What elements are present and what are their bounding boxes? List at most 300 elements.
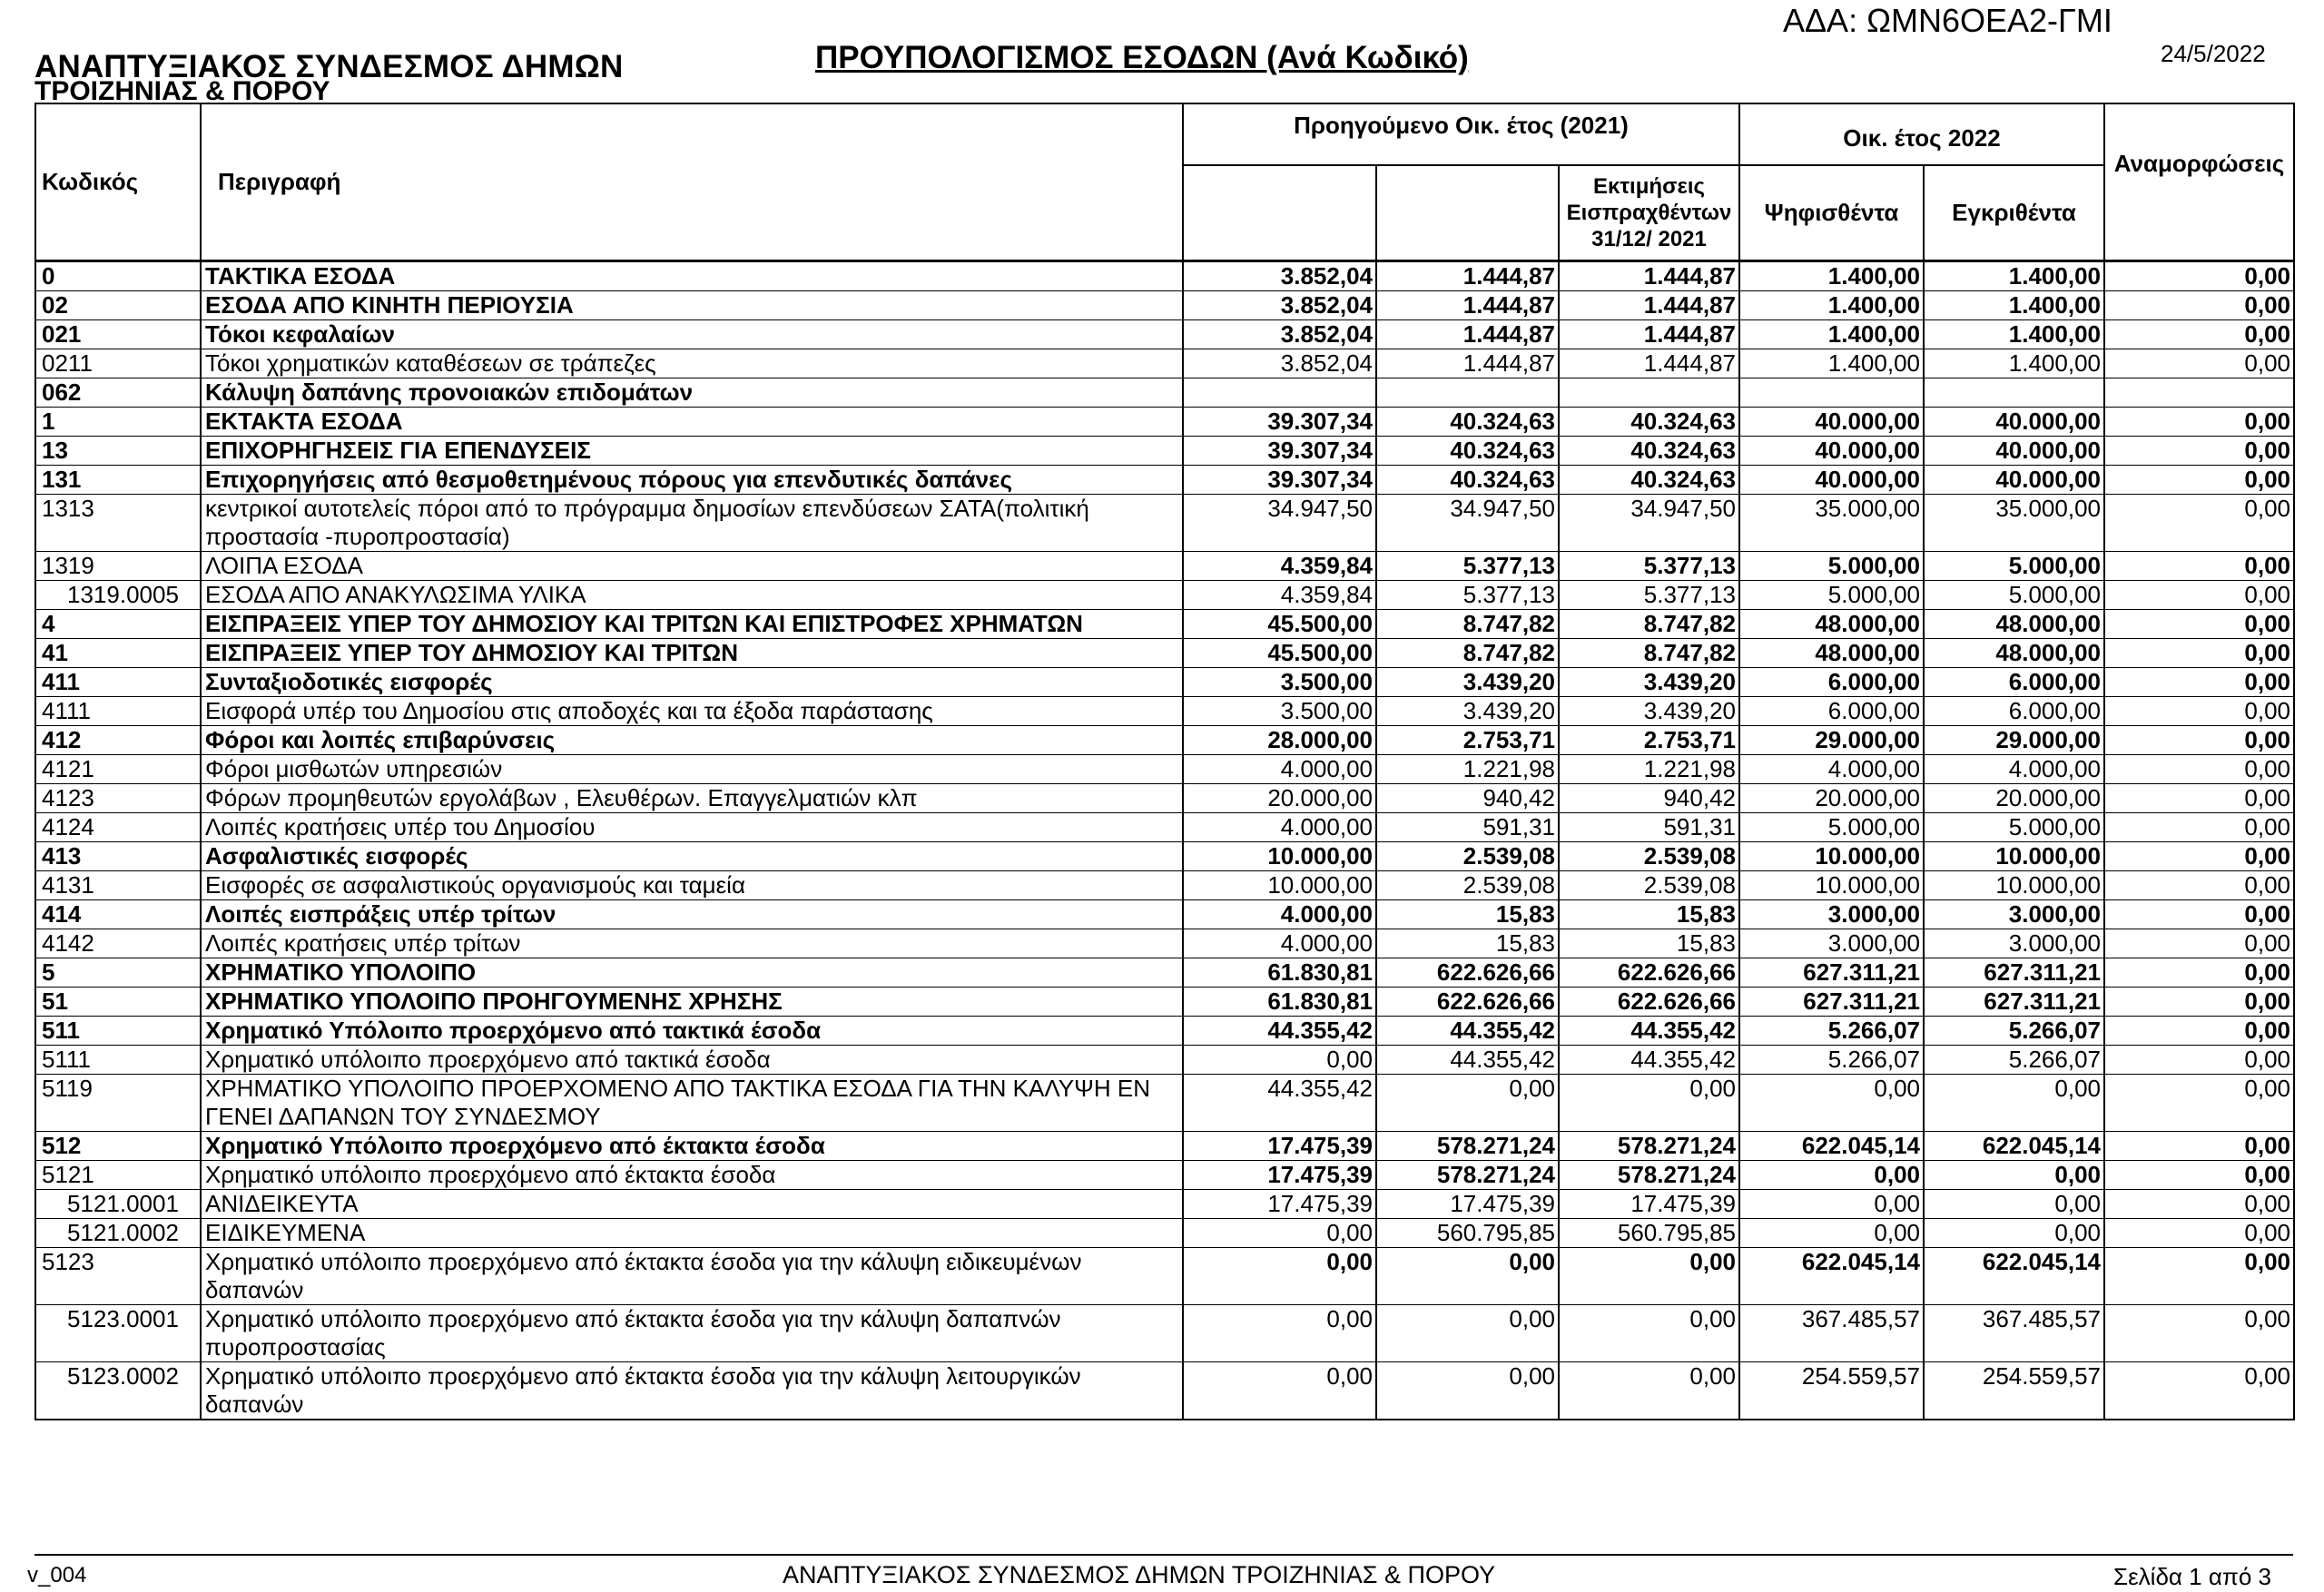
row-estimates: 40.324,63 (1559, 465, 1739, 494)
row-prev-year-2: 1.444,87 (1376, 290, 1559, 319)
row-code: 512 (35, 1131, 201, 1160)
row-revisions: 0,00 (2104, 783, 2294, 812)
row-estimates: 1.444,87 (1559, 319, 1739, 349)
column-header-prev-year: Προηγούμενο Οικ. έτος (2021) (1183, 103, 1739, 165)
row-description: Λοιπές κρατήσεις υπέρ του Δημοσίου (201, 812, 1183, 841)
table-row (35, 638, 2294, 667)
row-prev-year-2: 8.747,82 (1376, 609, 1559, 638)
row-estimates: 40.324,63 (1559, 436, 1739, 465)
row-description: ΤΑΚΤΙΚΑ ΕΣΟΔΑ (201, 260, 1183, 290)
row-code: 13 (35, 436, 201, 465)
row-prev-year-2: 15,83 (1376, 929, 1559, 958)
row-voted: 627.311,21 (1739, 958, 1924, 987)
row-prev-year-1: 3.500,00 (1183, 667, 1376, 696)
row-estimates: 1.444,87 (1559, 260, 1739, 290)
row-revisions: 0,00 (2104, 1361, 2294, 1420)
row-voted: 622.045,14 (1739, 1247, 1924, 1304)
table-row (35, 260, 2294, 290)
table-row (35, 841, 2294, 870)
row-voted: 254.559,57 (1739, 1361, 1924, 1420)
row-prev-year-2: 0,00 (1376, 1361, 1559, 1420)
row-revisions: 0,00 (2104, 1074, 2294, 1131)
row-approved: 48.000,00 (1924, 609, 2104, 638)
row-prev-year-2: 560.795,85 (1376, 1218, 1559, 1247)
row-prev-year-2: 17.475,39 (1376, 1189, 1559, 1218)
table-row (35, 436, 2294, 465)
table-row (35, 378, 2294, 407)
row-voted: 627.311,21 (1739, 987, 1924, 1016)
row-revisions: 0,00 (2104, 1304, 2294, 1361)
row-description: Λοιπές εισπράξεις υπέρ τρίτων (201, 899, 1183, 929)
row-voted: 48.000,00 (1739, 609, 1924, 638)
table-row (35, 987, 2294, 1016)
row-approved: 627.311,21 (1924, 958, 2104, 987)
row-prev-year-1: 4.359,84 (1183, 580, 1376, 609)
row-approved: 20.000,00 (1924, 783, 2104, 812)
row-estimates: 15,83 (1559, 929, 1739, 958)
row-approved: 3.000,00 (1924, 929, 2104, 958)
row-revisions: 0,00 (2104, 580, 2294, 609)
row-approved: 6.000,00 (1924, 667, 2104, 696)
row-estimates: 0,00 (1559, 1304, 1739, 1361)
row-code: 5121.0001 (35, 1189, 201, 1218)
column-header-voted: Ψηφισθέντα (1739, 165, 1924, 260)
row-revisions: 0,00 (2104, 551, 2294, 580)
row-revisions: 0,00 (2104, 958, 2294, 987)
row-prev-year-1: 28.000,00 (1183, 725, 1376, 754)
row-estimates: 8.747,82 (1559, 609, 1739, 638)
row-code: 021 (35, 319, 201, 349)
row-description: Χρηματικό υπόλοιπο προερχόμενο από έκτακτα έσοδα για την κάλυψη λειτουργικών δαπανών (201, 1361, 1183, 1420)
row-description: Χρηματικό Υπόλοιπο προερχόμενο από έκτακτα έσοδα (201, 1131, 1183, 1160)
table-row (35, 319, 2294, 349)
row-description: Επιχορηγήσεις από θεσμοθετημένους πόρους για επενδυτικές δαπάνες (201, 465, 1183, 494)
row-description: ΛΟΙΠΑ ΕΣΟΔΑ (201, 551, 1183, 580)
row-revisions: 0,00 (2104, 725, 2294, 754)
row-voted: 367.485,57 (1739, 1304, 1924, 1361)
column-header-prev-blank-1 (1183, 165, 1376, 260)
row-description: Τόκοι κεφαλαίων (201, 319, 1183, 349)
row-approved: 1.400,00 (1924, 260, 2104, 290)
revenue-budget-table (34, 103, 2295, 1420)
row-estimates: 622.626,66 (1559, 987, 1739, 1016)
column-header-estimates: Εκτιμήσεις Εισπραχθέντων 31/12/ 2021 (1559, 165, 1739, 260)
row-prev-year-1: 20.000,00 (1183, 783, 1376, 812)
table-row (35, 1131, 2294, 1160)
row-voted: 1.400,00 (1739, 290, 1924, 319)
row-description: ΧΡΗΜΑΤΙΚΟ ΥΠΟΛΟΙΠΟ ΠΡΟΗΓΟΥΜΕΝΗΣ ΧΡΗΣΗΣ (201, 987, 1183, 1016)
row-prev-year-1: 4.000,00 (1183, 812, 1376, 841)
row-prev-year-1: 39.307,34 (1183, 465, 1376, 494)
row-description: ΕΙΔΙΚΕΥΜΕΝΑ (201, 1218, 1183, 1247)
row-code: 411 (35, 667, 201, 696)
row-description: Φόροι μισθωτών υπηρεσιών (201, 754, 1183, 783)
table-row (35, 929, 2294, 958)
row-prev-year-2: 622.626,66 (1376, 958, 1559, 987)
row-approved: 35.000,00 (1924, 494, 2104, 551)
row-revisions: 0,00 (2104, 812, 2294, 841)
row-approved: 622.045,14 (1924, 1131, 2104, 1160)
row-revisions: 0,00 (2104, 1189, 2294, 1218)
row-approved: 5.266,07 (1924, 1045, 2104, 1074)
column-header-prev-blank-2 (1376, 165, 1559, 260)
row-approved: 4.000,00 (1924, 754, 2104, 783)
row-prev-year-1: 34.947,50 (1183, 494, 1376, 551)
row-code: 4111 (35, 696, 201, 725)
row-code: 5121 (35, 1160, 201, 1189)
row-voted: 5.000,00 (1739, 580, 1924, 609)
row-prev-year-2 (1376, 378, 1559, 407)
row-estimates: 0,00 (1559, 1247, 1739, 1304)
row-revisions: 0,00 (2104, 870, 2294, 899)
row-prev-year-2: 591,31 (1376, 812, 1559, 841)
row-code: 412 (35, 725, 201, 754)
row-approved: 1.400,00 (1924, 319, 2104, 349)
row-revisions: 0,00 (2104, 609, 2294, 638)
row-voted: 40.000,00 (1739, 436, 1924, 465)
row-revisions: 0,00 (2104, 1045, 2294, 1074)
row-prev-year-2: 44.355,42 (1376, 1016, 1559, 1045)
row-prev-year-1: 39.307,34 (1183, 436, 1376, 465)
row-revisions: 0,00 (2104, 1247, 2294, 1304)
row-estimates: 622.626,66 (1559, 958, 1739, 987)
row-prev-year-2: 40.324,63 (1376, 407, 1559, 436)
row-revisions: 0,00 (2104, 667, 2294, 696)
row-voted: 10.000,00 (1739, 841, 1924, 870)
row-code: 5123.0002 (35, 1361, 201, 1420)
table-row (35, 1247, 2294, 1304)
row-prev-year-1: 61.830,81 (1183, 987, 1376, 1016)
table-row (35, 1160, 2294, 1189)
column-header-revisions: Αναμορφώσεις (2104, 103, 2294, 260)
row-prev-year-1: 0,00 (1183, 1045, 1376, 1074)
row-prev-year-2: 40.324,63 (1376, 436, 1559, 465)
row-prev-year-2: 1.221,98 (1376, 754, 1559, 783)
row-code: 5123.0001 (35, 1304, 201, 1361)
row-approved: 6.000,00 (1924, 696, 2104, 725)
row-description: ΧΡΗΜΑΤΙΚΟ ΥΠΟΛΟΙΠΟ ΠΡΟΕΡΧΟΜΕΝΟ ΑΠΟ ΤΑΚΤΙΚΑ ΕΣΟΔΑ ΓΙΑ ΤΗΝ ΚΑΛΥΨΗ ΕΝ ΓΕΝΕΙ ΔΑΠΑΝΩΝ ΤΟΥ ΣΥΝΔΕΣΜΟΥ (201, 1074, 1183, 1131)
row-revisions: 0,00 (2104, 407, 2294, 436)
row-voted: 1.400,00 (1739, 349, 1924, 378)
row-prev-year-1: 0,00 (1183, 1361, 1376, 1420)
row-prev-year-1: 45.500,00 (1183, 609, 1376, 638)
row-description: Χρηματικό υπόλοιπο προερχόμενο από έκτακτα έσοδα για την κάλυψη δαπαπνών πυροπροστασίας (201, 1304, 1183, 1361)
row-prev-year-1: 4.359,84 (1183, 551, 1376, 580)
row-code: 4124 (35, 812, 201, 841)
row-approved: 5.000,00 (1924, 580, 2104, 609)
row-prev-year-2: 0,00 (1376, 1247, 1559, 1304)
row-estimates: 560.795,85 (1559, 1218, 1739, 1247)
row-estimates: 17.475,39 (1559, 1189, 1739, 1218)
row-voted: 10.000,00 (1739, 870, 1924, 899)
row-revisions: 0,00 (2104, 1218, 2294, 1247)
row-prev-year-1: 44.355,42 (1183, 1016, 1376, 1045)
row-prev-year-2: 40.324,63 (1376, 465, 1559, 494)
row-prev-year-1: 0,00 (1183, 1247, 1376, 1304)
row-estimates: 8.747,82 (1559, 638, 1739, 667)
ada-code: ΑΔΑ: ΩΜΝ6ΟΕΑ2-ΓΜΙ (1783, 2, 2112, 39)
table-row (35, 667, 2294, 696)
row-revisions: 0,00 (2104, 987, 2294, 1016)
row-code: 41 (35, 638, 201, 667)
column-header-approved: Εγκριθέντα (1924, 165, 2104, 260)
row-description: ΕΙΣΠΡΑΞΕΙΣ ΥΠΕΡ ΤΟΥ ΔΗΜΟΣΙΟΥ ΚΑΙ ΤΡΙΤΩΝ ΚΑΙ ΕΠΙΣΤΡΟΦΕΣ ΧΡΗΜΑΤΩΝ (201, 609, 1183, 638)
row-voted: 0,00 (1739, 1218, 1924, 1247)
table-row (35, 812, 2294, 841)
row-revisions: 0,00 (2104, 349, 2294, 378)
row-description: Φόρων προμηθευτών εργολάβων , Ελευθέρων. Επαγγελματιών κλπ (201, 783, 1183, 812)
table-row (35, 465, 2294, 494)
footer-version: v_004 (27, 1563, 87, 1587)
row-description: Χρηματικό υπόλοιπο προερχόμενο από έκτακτα έσοδα (201, 1160, 1183, 1189)
row-estimates: 3.439,20 (1559, 696, 1739, 725)
row-voted: 6.000,00 (1739, 696, 1924, 725)
row-voted: 0,00 (1739, 1074, 1924, 1131)
row-voted: 622.045,14 (1739, 1131, 1924, 1160)
row-approved: 48.000,00 (1924, 638, 2104, 667)
row-estimates: 578.271,24 (1559, 1160, 1739, 1189)
row-prev-year-1: 3.852,04 (1183, 290, 1376, 319)
table-row (35, 609, 2294, 638)
row-voted: 1.400,00 (1739, 260, 1924, 290)
table-row (35, 1016, 2294, 1045)
row-revisions: 0,00 (2104, 754, 2294, 783)
row-estimates: 34.947,50 (1559, 494, 1739, 551)
row-code: 1 (35, 407, 201, 436)
row-revisions: 0,00 (2104, 1131, 2294, 1160)
row-prev-year-1: 45.500,00 (1183, 638, 1376, 667)
table-row (35, 899, 2294, 929)
row-estimates: 940,42 (1559, 783, 1739, 812)
row-description: ΕΣΟΔΑ ΑΠΟ ΚΙΝΗΤΗ ΠΕΡΙΟΥΣΙΑ (201, 290, 1183, 319)
row-prev-year-2: 1.444,87 (1376, 260, 1559, 290)
row-code: 5111 (35, 1045, 201, 1074)
row-voted: 5.000,00 (1739, 812, 1924, 841)
row-description: ΕΠΙΧΟΡΗΓΗΣΕΙΣ ΓΙΑ ΕΠΕΝΔΥΣΕΙΣ (201, 436, 1183, 465)
row-prev-year-2: 15,83 (1376, 899, 1559, 929)
row-revisions: 0,00 (2104, 290, 2294, 319)
row-code: 1319 (35, 551, 201, 580)
row-code: 4 (35, 609, 201, 638)
table-row (35, 1045, 2294, 1074)
row-approved: 10.000,00 (1924, 870, 2104, 899)
row-prev-year-1: 0,00 (1183, 1218, 1376, 1247)
row-revisions: 0,00 (2104, 1016, 2294, 1045)
row-prev-year-1: 3.852,04 (1183, 260, 1376, 290)
row-voted: 0,00 (1739, 1160, 1924, 1189)
row-code: 0211 (35, 349, 201, 378)
row-prev-year-1: 4.000,00 (1183, 929, 1376, 958)
row-prev-year-2: 2.539,08 (1376, 870, 1559, 899)
row-code: 02 (35, 290, 201, 319)
row-prev-year-1: 4.000,00 (1183, 899, 1376, 929)
row-code: 511 (35, 1016, 201, 1045)
row-code: 4123 (35, 783, 201, 812)
row-estimates: 0,00 (1559, 1361, 1739, 1420)
row-estimates: 44.355,42 (1559, 1045, 1739, 1074)
row-approved: 254.559,57 (1924, 1361, 2104, 1420)
row-revisions: 0,00 (2104, 638, 2294, 667)
row-estimates (1559, 378, 1739, 407)
row-description: Τόκοι χρηματικών καταθέσεων σε τράπεζες (201, 349, 1183, 378)
row-approved: 622.045,14 (1924, 1247, 2104, 1304)
table-row (35, 1218, 2294, 1247)
row-prev-year-1: 10.000,00 (1183, 870, 1376, 899)
row-description: Ασφαλιστικές εισφορές (201, 841, 1183, 870)
row-code: 51 (35, 987, 201, 1016)
row-prev-year-2: 0,00 (1376, 1304, 1559, 1361)
row-description: ΕΣΟΔΑ ΑΠΟ ΑΝΑΚΥΛΩΣΙΜΑ ΥΛΙΚΑ (201, 580, 1183, 609)
table-row (35, 1304, 2294, 1361)
row-prev-year-1: 39.307,34 (1183, 407, 1376, 436)
row-approved: 10.000,00 (1924, 841, 2104, 870)
table-row (35, 290, 2294, 319)
row-voted: 3.000,00 (1739, 929, 1924, 958)
row-approved: 29.000,00 (1924, 725, 2104, 754)
row-prev-year-2: 1.444,87 (1376, 349, 1559, 378)
row-voted: 40.000,00 (1739, 407, 1924, 436)
row-code: 1319.0005 (35, 580, 201, 609)
row-approved: 5.266,07 (1924, 1016, 2104, 1045)
table-row (35, 696, 2294, 725)
row-code: 5 (35, 958, 201, 987)
row-estimates: 0,00 (1559, 1074, 1739, 1131)
row-code: 5119 (35, 1074, 201, 1131)
table-row (35, 551, 2294, 580)
row-revisions: 0,00 (2104, 319, 2294, 349)
row-prev-year-2: 622.626,66 (1376, 987, 1559, 1016)
row-prev-year-2: 8.747,82 (1376, 638, 1559, 667)
row-prev-year-1: 44.355,42 (1183, 1074, 1376, 1131)
row-approved: 0,00 (1924, 1074, 2104, 1131)
organization-title-cut: ΤΡΟΙΖΗΝΙΑΣ & ΠΟΡΟΥ (34, 76, 330, 106)
column-header-cur-year: Οικ. έτος 2022 (1739, 103, 2104, 165)
row-revisions: 0,00 (2104, 465, 2294, 494)
row-description: Χρηματικό Υπόλοιπο προερχόμενο από τακτικά έσοδα (201, 1016, 1183, 1045)
row-voted: 3.000,00 (1739, 899, 1924, 929)
row-approved: 3.000,00 (1924, 899, 2104, 929)
row-estimates: 5.377,13 (1559, 551, 1739, 580)
footer-organization: ΑΝΑΠΤΥΞΙΑΚΟΣ ΣΥΝΔΕΣΜΟΣ ΔΗΜΩΝ ΤΡΟΙΖΗΝΙΑΣ & ΠΟΡΟΥ (783, 1561, 1496, 1588)
footer-divider (34, 1554, 2293, 1556)
row-prev-year-2: 2.753,71 (1376, 725, 1559, 754)
row-voted (1739, 378, 1924, 407)
row-prev-year-1: 17.475,39 (1183, 1160, 1376, 1189)
row-revisions (2104, 378, 2294, 407)
column-header-code: Κωδικός (35, 103, 201, 260)
row-revisions: 0,00 (2104, 929, 2294, 958)
row-voted: 5.266,07 (1739, 1016, 1924, 1045)
row-prev-year-2: 3.439,20 (1376, 667, 1559, 696)
table-body (35, 260, 2294, 1420)
row-voted: 5.266,07 (1739, 1045, 1924, 1074)
row-approved: 1.400,00 (1924, 290, 2104, 319)
row-prev-year-1: 4.000,00 (1183, 754, 1376, 783)
table-row (35, 870, 2294, 899)
table-row (35, 1189, 2294, 1218)
row-prev-year-1: 61.830,81 (1183, 958, 1376, 987)
row-prev-year-1: 0,00 (1183, 1304, 1376, 1361)
row-description: Λοιπές κρατήσεις υπέρ τρίτων (201, 929, 1183, 958)
row-approved: 5.000,00 (1924, 812, 2104, 841)
row-code: 0 (35, 260, 201, 290)
row-estimates: 5.377,13 (1559, 580, 1739, 609)
table-row (35, 754, 2294, 783)
row-estimates: 1.444,87 (1559, 349, 1739, 378)
row-prev-year-2: 5.377,13 (1376, 551, 1559, 580)
row-approved (1924, 378, 2104, 407)
row-voted: 0,00 (1739, 1189, 1924, 1218)
row-prev-year-2: 578.271,24 (1376, 1131, 1559, 1160)
row-description: Φόροι και λοιπές επιβαρύνσεις (201, 725, 1183, 754)
row-description: ΕΙΣΠΡΑΞΕΙΣ ΥΠΕΡ ΤΟΥ ΔΗΜΟΣΙΟΥ ΚΑΙ ΤΡΙΤΩΝ (201, 638, 1183, 667)
row-approved: 0,00 (1924, 1189, 2104, 1218)
row-prev-year-2: 3.439,20 (1376, 696, 1559, 725)
row-estimates: 591,31 (1559, 812, 1739, 841)
footer-page-number: Σελίδα 1 από 3 (2113, 1563, 2271, 1590)
row-prev-year-2: 34.947,50 (1376, 494, 1559, 551)
row-estimates: 1.221,98 (1559, 754, 1739, 783)
row-voted: 35.000,00 (1739, 494, 1924, 551)
row-revisions: 0,00 (2104, 494, 2294, 551)
row-estimates: 44.355,42 (1559, 1016, 1739, 1045)
row-estimates: 1.444,87 (1559, 290, 1739, 319)
table-row (35, 494, 2294, 551)
row-approved: 0,00 (1924, 1218, 2104, 1247)
row-description: Χρηματικό υπόλοιπο προερχόμενο από τακτικά έσοδα (201, 1045, 1183, 1074)
row-voted: 1.400,00 (1739, 319, 1924, 349)
row-prev-year-2: 940,42 (1376, 783, 1559, 812)
table-row (35, 407, 2294, 436)
row-code: 4121 (35, 754, 201, 783)
row-revisions: 0,00 (2104, 696, 2294, 725)
row-voted: 6.000,00 (1739, 667, 1924, 696)
row-prev-year-1: 3.852,04 (1183, 349, 1376, 378)
row-prev-year-1: 17.475,39 (1183, 1131, 1376, 1160)
row-voted: 20.000,00 (1739, 783, 1924, 812)
row-prev-year-1: 3.500,00 (1183, 696, 1376, 725)
row-code: 131 (35, 465, 201, 494)
row-voted: 29.000,00 (1739, 725, 1924, 754)
table-row (35, 1361, 2294, 1420)
row-prev-year-1: 3.852,04 (1183, 319, 1376, 349)
row-voted: 5.000,00 (1739, 551, 1924, 580)
table-row (35, 725, 2294, 754)
row-approved: 40.000,00 (1924, 465, 2104, 494)
row-prev-year-1 (1183, 378, 1376, 407)
row-description: ΧΡΗΜΑΤΙΚΟ ΥΠΟΛΟΙΠΟ (201, 958, 1183, 987)
row-estimates: 578.271,24 (1559, 1131, 1739, 1160)
document-date: 24/5/2022 (2161, 40, 2266, 67)
table-row (35, 349, 2294, 378)
row-description: ΑΝΙΔΕΙΚΕΥΤΑ (201, 1189, 1183, 1218)
row-approved: 1.400,00 (1924, 349, 2104, 378)
row-description: κεντρικοί αυτοτελείς πόροι από το πρόγραμμα δημοσίων επενδύσεων ΣΑΤΑ(πολιτική προστασία -πυροπροστασία) (201, 494, 1183, 551)
row-description: Συνταξιοδοτικές εισφορές (201, 667, 1183, 696)
row-revisions: 0,00 (2104, 436, 2294, 465)
row-description: Εισφορά υπέρ του Δημοσίου στις αποδοχές και τα έξοδα παράστασης (201, 696, 1183, 725)
row-voted: 4.000,00 (1739, 754, 1924, 783)
row-prev-year-1: 17.475,39 (1183, 1189, 1376, 1218)
row-estimates: 15,83 (1559, 899, 1739, 929)
row-prev-year-2: 0,00 (1376, 1074, 1559, 1131)
row-prev-year-2: 578.271,24 (1376, 1160, 1559, 1189)
row-prev-year-2: 2.539,08 (1376, 841, 1559, 870)
row-approved: 5.000,00 (1924, 551, 2104, 580)
table-row (35, 958, 2294, 987)
row-code: 414 (35, 899, 201, 929)
table-row (35, 783, 2294, 812)
